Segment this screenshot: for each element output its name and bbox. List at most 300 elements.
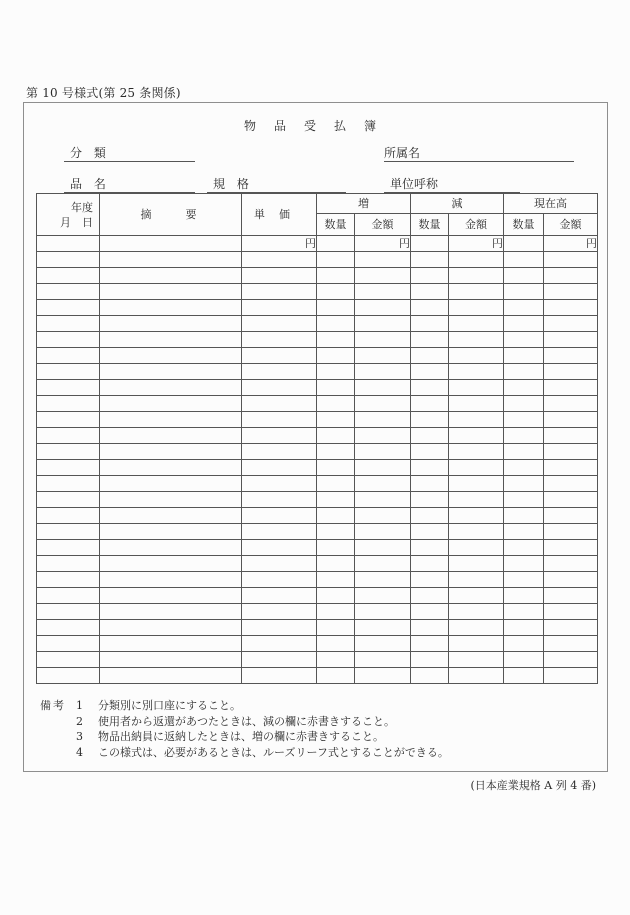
unit-price-cell[interactable] bbox=[242, 348, 317, 364]
summary-cell[interactable] bbox=[100, 476, 242, 492]
balance-amount-cell[interactable] bbox=[544, 444, 598, 460]
decrease-amount-cell[interactable] bbox=[449, 588, 504, 604]
decrease-quantity-cell[interactable] bbox=[411, 364, 449, 380]
increase-amount-cell[interactable] bbox=[355, 300, 411, 316]
unit-price-cell[interactable] bbox=[242, 508, 317, 524]
increase-amount-cell[interactable] bbox=[355, 620, 411, 636]
note-item bbox=[40, 714, 449, 730]
increase-amount-cell[interactable] bbox=[355, 460, 411, 476]
decrease-quantity-cell[interactable] bbox=[411, 348, 449, 364]
balance-amount-cell[interactable] bbox=[544, 460, 598, 476]
decrease-quantity-cell[interactable] bbox=[411, 524, 449, 540]
ledger-table bbox=[36, 193, 598, 684]
decrease-amount-cell[interactable] bbox=[449, 444, 504, 460]
decrease-amount-cell[interactable] bbox=[449, 412, 504, 428]
decrease-quantity-cell[interactable] bbox=[411, 236, 449, 252]
date-cell[interactable] bbox=[37, 604, 100, 620]
increase-amount-cell[interactable] bbox=[355, 364, 411, 380]
date-cell[interactable] bbox=[37, 540, 100, 556]
balance-amount-cell[interactable] bbox=[544, 268, 598, 284]
unit-price-cell[interactable] bbox=[242, 620, 317, 636]
increase-amount-cell[interactable] bbox=[355, 316, 411, 332]
unit-price-cell[interactable] bbox=[242, 252, 317, 268]
date-cell[interactable] bbox=[37, 428, 100, 444]
balance-amount-cell[interactable] bbox=[544, 540, 598, 556]
decrease-amount-cell[interactable]: 円 bbox=[449, 236, 504, 252]
date-cell[interactable] bbox=[37, 668, 100, 684]
unit-price-cell[interactable]: 円 bbox=[242, 236, 317, 252]
balance-amount-cell[interactable] bbox=[544, 348, 598, 364]
decrease-amount-cell[interactable] bbox=[449, 300, 504, 316]
decrease-amount-cell[interactable] bbox=[449, 652, 504, 668]
note-number: 2 bbox=[76, 714, 83, 728]
balance-quantity-cell[interactable] bbox=[504, 540, 544, 556]
decrease-quantity-cell[interactable] bbox=[411, 588, 449, 604]
unit-price-cell[interactable] bbox=[242, 636, 317, 652]
note-text: 使用者から返還があつたときは、減の欄に赤書きすること。 bbox=[98, 714, 395, 728]
increase-amount-cell[interactable] bbox=[355, 412, 411, 428]
decrease-amount-cell[interactable] bbox=[449, 284, 504, 300]
balance-amount-cell[interactable] bbox=[544, 636, 598, 652]
increase-amount-cell[interactable] bbox=[355, 572, 411, 588]
department-label: 所属名 bbox=[384, 146, 421, 160]
balance-quantity-cell[interactable] bbox=[504, 236, 544, 252]
table-row bbox=[37, 236, 598, 252]
unit-price-cell[interactable] bbox=[242, 428, 317, 444]
balance-amount-cell[interactable] bbox=[544, 316, 598, 332]
decrease-quantity-cell[interactable] bbox=[411, 668, 449, 684]
decrease-quantity-cell[interactable] bbox=[411, 476, 449, 492]
summary-cell[interactable] bbox=[100, 636, 242, 652]
note-text: 分類別に別口座にすること。 bbox=[98, 699, 241, 712]
date-cell[interactable] bbox=[37, 316, 100, 332]
date-cell[interactable] bbox=[37, 588, 100, 604]
decrease-amount-cell[interactable] bbox=[449, 316, 504, 332]
balance-amount-cell[interactable] bbox=[544, 604, 598, 620]
increase-amount-cell[interactable]: 円 bbox=[355, 236, 411, 252]
summary-cell[interactable] bbox=[100, 460, 242, 476]
balance-quantity-cell[interactable] bbox=[504, 572, 544, 588]
unit-name-field[interactable] bbox=[384, 177, 520, 193]
increase-quantity-cell[interactable] bbox=[317, 284, 355, 300]
balance-amount-cell[interactable] bbox=[544, 412, 598, 428]
decrease-quantity-cell[interactable] bbox=[411, 444, 449, 460]
increase-quantity-cell[interactable] bbox=[317, 412, 355, 428]
balance-quantity-cell[interactable] bbox=[504, 348, 544, 364]
increase-amount-cell[interactable] bbox=[355, 428, 411, 444]
decrease-amount-cell[interactable] bbox=[449, 332, 504, 348]
increase-amount-cell[interactable] bbox=[355, 652, 411, 668]
balance-quantity-cell[interactable] bbox=[504, 412, 544, 428]
decrease-quantity-cell[interactable] bbox=[411, 460, 449, 476]
summary-cell[interactable] bbox=[100, 412, 242, 428]
date-cell[interactable] bbox=[37, 524, 100, 540]
table-row bbox=[37, 412, 598, 428]
increase-quantity-header: 数量 bbox=[317, 214, 355, 236]
table-row bbox=[37, 332, 598, 348]
decrease-amount-cell[interactable] bbox=[449, 508, 504, 524]
date-cell[interactable] bbox=[37, 364, 100, 380]
table-row bbox=[37, 556, 598, 572]
notes-section bbox=[40, 698, 449, 760]
balance-quantity-cell[interactable] bbox=[504, 396, 544, 412]
balance-quantity-cell[interactable] bbox=[504, 604, 544, 620]
decrease-quantity-header: 数量 bbox=[411, 214, 449, 236]
decrease-amount-cell[interactable] bbox=[449, 620, 504, 636]
date-cell[interactable] bbox=[37, 508, 100, 524]
date-cell[interactable] bbox=[37, 300, 100, 316]
decrease-quantity-cell[interactable] bbox=[411, 284, 449, 300]
increase-quantity-cell[interactable] bbox=[317, 460, 355, 476]
increase-amount-cell[interactable] bbox=[355, 476, 411, 492]
table-row bbox=[37, 444, 598, 460]
balance-amount-cell[interactable] bbox=[544, 252, 598, 268]
summary-cell[interactable] bbox=[100, 572, 242, 588]
summary-header: 摘要 bbox=[100, 194, 242, 236]
summary-cell[interactable] bbox=[100, 652, 242, 668]
decrease-amount-cell[interactable] bbox=[449, 540, 504, 556]
table-row bbox=[37, 460, 598, 476]
increase-quantity-cell[interactable] bbox=[317, 524, 355, 540]
date-cell[interactable] bbox=[37, 636, 100, 652]
balance-amount-cell[interactable] bbox=[544, 668, 598, 684]
unit-price-cell[interactable] bbox=[242, 556, 317, 572]
increase-quantity-cell[interactable] bbox=[317, 316, 355, 332]
table-row bbox=[37, 380, 598, 396]
decrease-quantity-cell[interactable] bbox=[411, 428, 449, 444]
unit-price-cell[interactable] bbox=[242, 460, 317, 476]
increase-amount-cell[interactable] bbox=[355, 268, 411, 284]
summary-cell[interactable] bbox=[100, 284, 242, 300]
increase-amount-cell[interactable] bbox=[355, 524, 411, 540]
balance-quantity-cell[interactable] bbox=[504, 252, 544, 268]
increase-amount-cell[interactable] bbox=[355, 492, 411, 508]
increase-amount-cell[interactable] bbox=[355, 332, 411, 348]
table-row bbox=[37, 364, 598, 380]
decrease-amount-cell[interactable] bbox=[449, 668, 504, 684]
decrease-quantity-cell[interactable] bbox=[411, 652, 449, 668]
unit-price-cell[interactable] bbox=[242, 396, 317, 412]
balance-amount-cell[interactable] bbox=[544, 284, 598, 300]
table-row bbox=[37, 524, 598, 540]
balance-amount-cell[interactable] bbox=[544, 492, 598, 508]
increase-quantity-cell[interactable] bbox=[317, 476, 355, 492]
balance-quantity-cell[interactable] bbox=[504, 588, 544, 604]
increase-quantity-cell[interactable] bbox=[317, 636, 355, 652]
balance-amount-cell[interactable] bbox=[544, 396, 598, 412]
summary-cell[interactable] bbox=[100, 252, 242, 268]
decrease-amount-cell[interactable] bbox=[449, 492, 504, 508]
decrease-amount-cell[interactable] bbox=[449, 460, 504, 476]
unit-price-cell[interactable] bbox=[242, 652, 317, 668]
unit-price-cell[interactable] bbox=[242, 492, 317, 508]
decrease-quantity-cell[interactable] bbox=[411, 572, 449, 588]
balance-quantity-cell[interactable] bbox=[504, 380, 544, 396]
summary-cell[interactable] bbox=[100, 332, 242, 348]
balance-amount-cell[interactable] bbox=[544, 572, 598, 588]
specification-field[interactable] bbox=[207, 177, 346, 193]
balance-quantity-cell[interactable] bbox=[504, 332, 544, 348]
decrease-amount-cell[interactable] bbox=[449, 476, 504, 492]
decrease-quantity-cell[interactable] bbox=[411, 300, 449, 316]
increase-quantity-cell[interactable] bbox=[317, 332, 355, 348]
unit-price-cell[interactable] bbox=[242, 300, 317, 316]
unit-price-cell[interactable] bbox=[242, 316, 317, 332]
balance-amount-cell[interactable] bbox=[544, 428, 598, 444]
balance-quantity-cell[interactable] bbox=[504, 652, 544, 668]
decrease-amount-cell[interactable] bbox=[449, 556, 504, 572]
date-cell[interactable] bbox=[37, 572, 100, 588]
summary-cell[interactable] bbox=[100, 428, 242, 444]
specification-label: 規 格 bbox=[213, 177, 253, 191]
summary-cell[interactable] bbox=[100, 396, 242, 412]
unit-price-cell[interactable] bbox=[242, 540, 317, 556]
decrease-quantity-cell[interactable] bbox=[411, 492, 449, 508]
increase-quantity-cell[interactable] bbox=[317, 444, 355, 460]
department-field[interactable] bbox=[384, 146, 574, 162]
balance-quantity-cell[interactable] bbox=[504, 444, 544, 460]
unit-price-cell[interactable] bbox=[242, 524, 317, 540]
increase-quantity-cell[interactable] bbox=[317, 668, 355, 684]
increase-amount-cell[interactable] bbox=[355, 668, 411, 684]
notes-heading: 備考 bbox=[40, 699, 66, 712]
date-cell[interactable] bbox=[37, 396, 100, 412]
increase-amount-cell[interactable] bbox=[355, 604, 411, 620]
increase-amount-cell[interactable] bbox=[355, 508, 411, 524]
increase-amount-cell[interactable] bbox=[355, 540, 411, 556]
date-cell[interactable] bbox=[37, 412, 100, 428]
date-cell[interactable] bbox=[37, 268, 100, 284]
decrease-amount-cell[interactable] bbox=[449, 268, 504, 284]
summary-cell[interactable] bbox=[100, 524, 242, 540]
balance-quantity-cell[interactable] bbox=[504, 284, 544, 300]
decrease-amount-cell[interactable] bbox=[449, 524, 504, 540]
increase-amount-header: 金額 bbox=[355, 214, 411, 236]
balance-quantity-cell[interactable] bbox=[504, 460, 544, 476]
decrease-quantity-cell[interactable] bbox=[411, 380, 449, 396]
unit-price-cell[interactable] bbox=[242, 284, 317, 300]
increase-quantity-cell[interactable] bbox=[317, 572, 355, 588]
unit-price-cell[interactable] bbox=[242, 380, 317, 396]
date-cell[interactable] bbox=[37, 556, 100, 572]
unit-price-cell[interactable] bbox=[242, 572, 317, 588]
decrease-amount-cell[interactable] bbox=[449, 252, 504, 268]
balance-quantity-cell[interactable] bbox=[504, 636, 544, 652]
balance-amount-cell[interactable] bbox=[544, 300, 598, 316]
decrease-quantity-cell[interactable] bbox=[411, 508, 449, 524]
balance-amount-cell[interactable] bbox=[544, 556, 598, 572]
date-cell[interactable] bbox=[37, 252, 100, 268]
balance-amount-header: 金額 bbox=[544, 214, 598, 236]
summary-cell[interactable] bbox=[100, 556, 242, 572]
decrease-quantity-cell[interactable] bbox=[411, 636, 449, 652]
date-cell[interactable] bbox=[37, 444, 100, 460]
date-cell[interactable] bbox=[37, 284, 100, 300]
decrease-quantity-cell[interactable] bbox=[411, 268, 449, 284]
increase-quantity-cell[interactable] bbox=[317, 588, 355, 604]
increase-quantity-cell[interactable] bbox=[317, 492, 355, 508]
table-row bbox=[37, 668, 598, 684]
increase-amount-cell[interactable] bbox=[355, 380, 411, 396]
date-cell[interactable] bbox=[37, 492, 100, 508]
increase-quantity-cell[interactable] bbox=[317, 300, 355, 316]
table-row bbox=[37, 508, 598, 524]
balance-quantity-cell[interactable] bbox=[504, 508, 544, 524]
increase-quantity-cell[interactable] bbox=[317, 236, 355, 252]
balance-quantity-cell[interactable] bbox=[504, 668, 544, 684]
balance-amount-cell[interactable] bbox=[544, 524, 598, 540]
form-number: 第 10 号様式(第 25 条関係) bbox=[26, 86, 181, 100]
classification-label: 分 類 bbox=[70, 146, 110, 160]
classification-field[interactable] bbox=[64, 146, 195, 162]
table-row bbox=[37, 284, 598, 300]
decrease-quantity-cell[interactable] bbox=[411, 412, 449, 428]
increase-quantity-cell[interactable] bbox=[317, 604, 355, 620]
balance-quantity-cell[interactable] bbox=[504, 556, 544, 572]
summary-cell[interactable] bbox=[100, 620, 242, 636]
decrease-amount-cell[interactable] bbox=[449, 428, 504, 444]
balance-quantity-cell[interactable] bbox=[504, 364, 544, 380]
form-title: 物品受払簿 bbox=[244, 119, 395, 133]
increase-amount-cell[interactable] bbox=[355, 348, 411, 364]
date-cell[interactable] bbox=[37, 348, 100, 364]
increase-amount-cell[interactable] bbox=[355, 252, 411, 268]
date-cell[interactable] bbox=[37, 652, 100, 668]
balance-quantity-cell[interactable] bbox=[504, 300, 544, 316]
decrease-amount-cell[interactable] bbox=[449, 364, 504, 380]
unit-price-cell[interactable] bbox=[242, 268, 317, 284]
summary-cell[interactable] bbox=[100, 268, 242, 284]
unit-price-cell[interactable] bbox=[242, 444, 317, 460]
decrease-quantity-cell[interactable] bbox=[411, 604, 449, 620]
balance-amount-cell[interactable] bbox=[544, 652, 598, 668]
increase-quantity-cell[interactable] bbox=[317, 380, 355, 396]
table-row bbox=[37, 620, 598, 636]
table-row bbox=[37, 300, 598, 316]
decrease-amount-cell[interactable] bbox=[449, 348, 504, 364]
balance-amount-cell[interactable] bbox=[544, 588, 598, 604]
summary-cell[interactable] bbox=[100, 444, 242, 460]
summary-cell[interactable] bbox=[100, 604, 242, 620]
balance-quantity-cell[interactable] bbox=[504, 316, 544, 332]
decrease-quantity-cell[interactable] bbox=[411, 620, 449, 636]
summary-cell[interactable] bbox=[100, 540, 242, 556]
increase-quantity-cell[interactable] bbox=[317, 396, 355, 412]
decrease-amount-cell[interactable] bbox=[449, 396, 504, 412]
date-header bbox=[37, 194, 100, 236]
decrease-quantity-cell[interactable] bbox=[411, 332, 449, 348]
unit-price-cell[interactable] bbox=[242, 588, 317, 604]
date-cell[interactable] bbox=[37, 380, 100, 396]
decrease-quantity-cell[interactable] bbox=[411, 316, 449, 332]
increase-amount-cell[interactable] bbox=[355, 588, 411, 604]
increase-quantity-cell[interactable] bbox=[317, 364, 355, 380]
unit-price-cell[interactable] bbox=[242, 476, 317, 492]
increase-quantity-cell[interactable] bbox=[317, 508, 355, 524]
note-item bbox=[40, 729, 449, 745]
increase-quantity-cell[interactable] bbox=[317, 556, 355, 572]
date-cell[interactable] bbox=[37, 476, 100, 492]
balance-quantity-cell[interactable] bbox=[504, 476, 544, 492]
date-cell[interactable] bbox=[37, 332, 100, 348]
balance-quantity-cell[interactable] bbox=[504, 268, 544, 284]
balance-amount-cell[interactable] bbox=[544, 380, 598, 396]
summary-cell[interactable] bbox=[100, 380, 242, 396]
increase-quantity-cell[interactable] bbox=[317, 252, 355, 268]
unit-price-cell[interactable] bbox=[242, 332, 317, 348]
table-row bbox=[37, 268, 598, 284]
decrease-quantity-cell[interactable] bbox=[411, 556, 449, 572]
decrease-amount-cell[interactable] bbox=[449, 380, 504, 396]
decrease-amount-cell[interactable] bbox=[449, 604, 504, 620]
summary-cell[interactable] bbox=[100, 236, 242, 252]
decrease-quantity-cell[interactable] bbox=[411, 252, 449, 268]
unit-price-cell[interactable] bbox=[242, 604, 317, 620]
increase-quantity-cell[interactable] bbox=[317, 620, 355, 636]
increase-quantity-cell[interactable] bbox=[317, 652, 355, 668]
summary-cell[interactable] bbox=[100, 508, 242, 524]
balance-amount-cell[interactable] bbox=[544, 620, 598, 636]
unit-price-cell[interactable] bbox=[242, 364, 317, 380]
balance-amount-cell[interactable] bbox=[544, 332, 598, 348]
summary-cell[interactable] bbox=[100, 668, 242, 684]
date-cell[interactable] bbox=[37, 460, 100, 476]
summary-cell[interactable] bbox=[100, 300, 242, 316]
increase-amount-cell[interactable] bbox=[355, 284, 411, 300]
table-row bbox=[37, 588, 598, 604]
balance-amount-cell[interactable] bbox=[544, 364, 598, 380]
increase-header: 増 bbox=[317, 194, 411, 214]
increase-amount-cell[interactable] bbox=[355, 636, 411, 652]
balance-amount-cell[interactable] bbox=[544, 508, 598, 524]
balance-quantity-cell[interactable] bbox=[504, 620, 544, 636]
balance-amount-cell[interactable] bbox=[544, 476, 598, 492]
summary-cell[interactable] bbox=[100, 348, 242, 364]
unit-price-cell[interactable] bbox=[242, 668, 317, 684]
summary-cell[interactable] bbox=[100, 316, 242, 332]
increase-quantity-cell[interactable] bbox=[317, 428, 355, 444]
balance-quantity-cell[interactable] bbox=[504, 428, 544, 444]
decrease-amount-cell[interactable] bbox=[449, 636, 504, 652]
date-cell[interactable] bbox=[37, 236, 100, 252]
decrease-quantity-cell[interactable] bbox=[411, 540, 449, 556]
increase-amount-cell[interactable] bbox=[355, 396, 411, 412]
decrease-amount-cell[interactable] bbox=[449, 572, 504, 588]
balance-quantity-cell[interactable] bbox=[504, 524, 544, 540]
decrease-quantity-cell[interactable] bbox=[411, 396, 449, 412]
summary-cell[interactable] bbox=[100, 588, 242, 604]
balance-amount-cell[interactable]: 円 bbox=[544, 236, 598, 252]
summary-cell[interactable] bbox=[100, 364, 242, 380]
increase-amount-cell[interactable] bbox=[355, 444, 411, 460]
note-item bbox=[40, 745, 449, 761]
summary-cell[interactable] bbox=[100, 492, 242, 508]
table-row bbox=[37, 348, 598, 364]
item-name-field[interactable] bbox=[64, 177, 195, 193]
unit-price-header: 単価 bbox=[242, 194, 317, 236]
date-cell[interactable] bbox=[37, 620, 100, 636]
increase-quantity-cell[interactable] bbox=[317, 540, 355, 556]
balance-header: 現在高 bbox=[504, 194, 598, 214]
item-name-label: 品 名 bbox=[70, 177, 110, 191]
increase-amount-cell[interactable] bbox=[355, 556, 411, 572]
table-row bbox=[37, 316, 598, 332]
increase-quantity-cell[interactable] bbox=[317, 348, 355, 364]
balance-quantity-cell[interactable] bbox=[504, 492, 544, 508]
unit-price-cell[interactable] bbox=[242, 412, 317, 428]
table-row bbox=[37, 492, 598, 508]
increase-quantity-cell[interactable] bbox=[317, 268, 355, 284]
